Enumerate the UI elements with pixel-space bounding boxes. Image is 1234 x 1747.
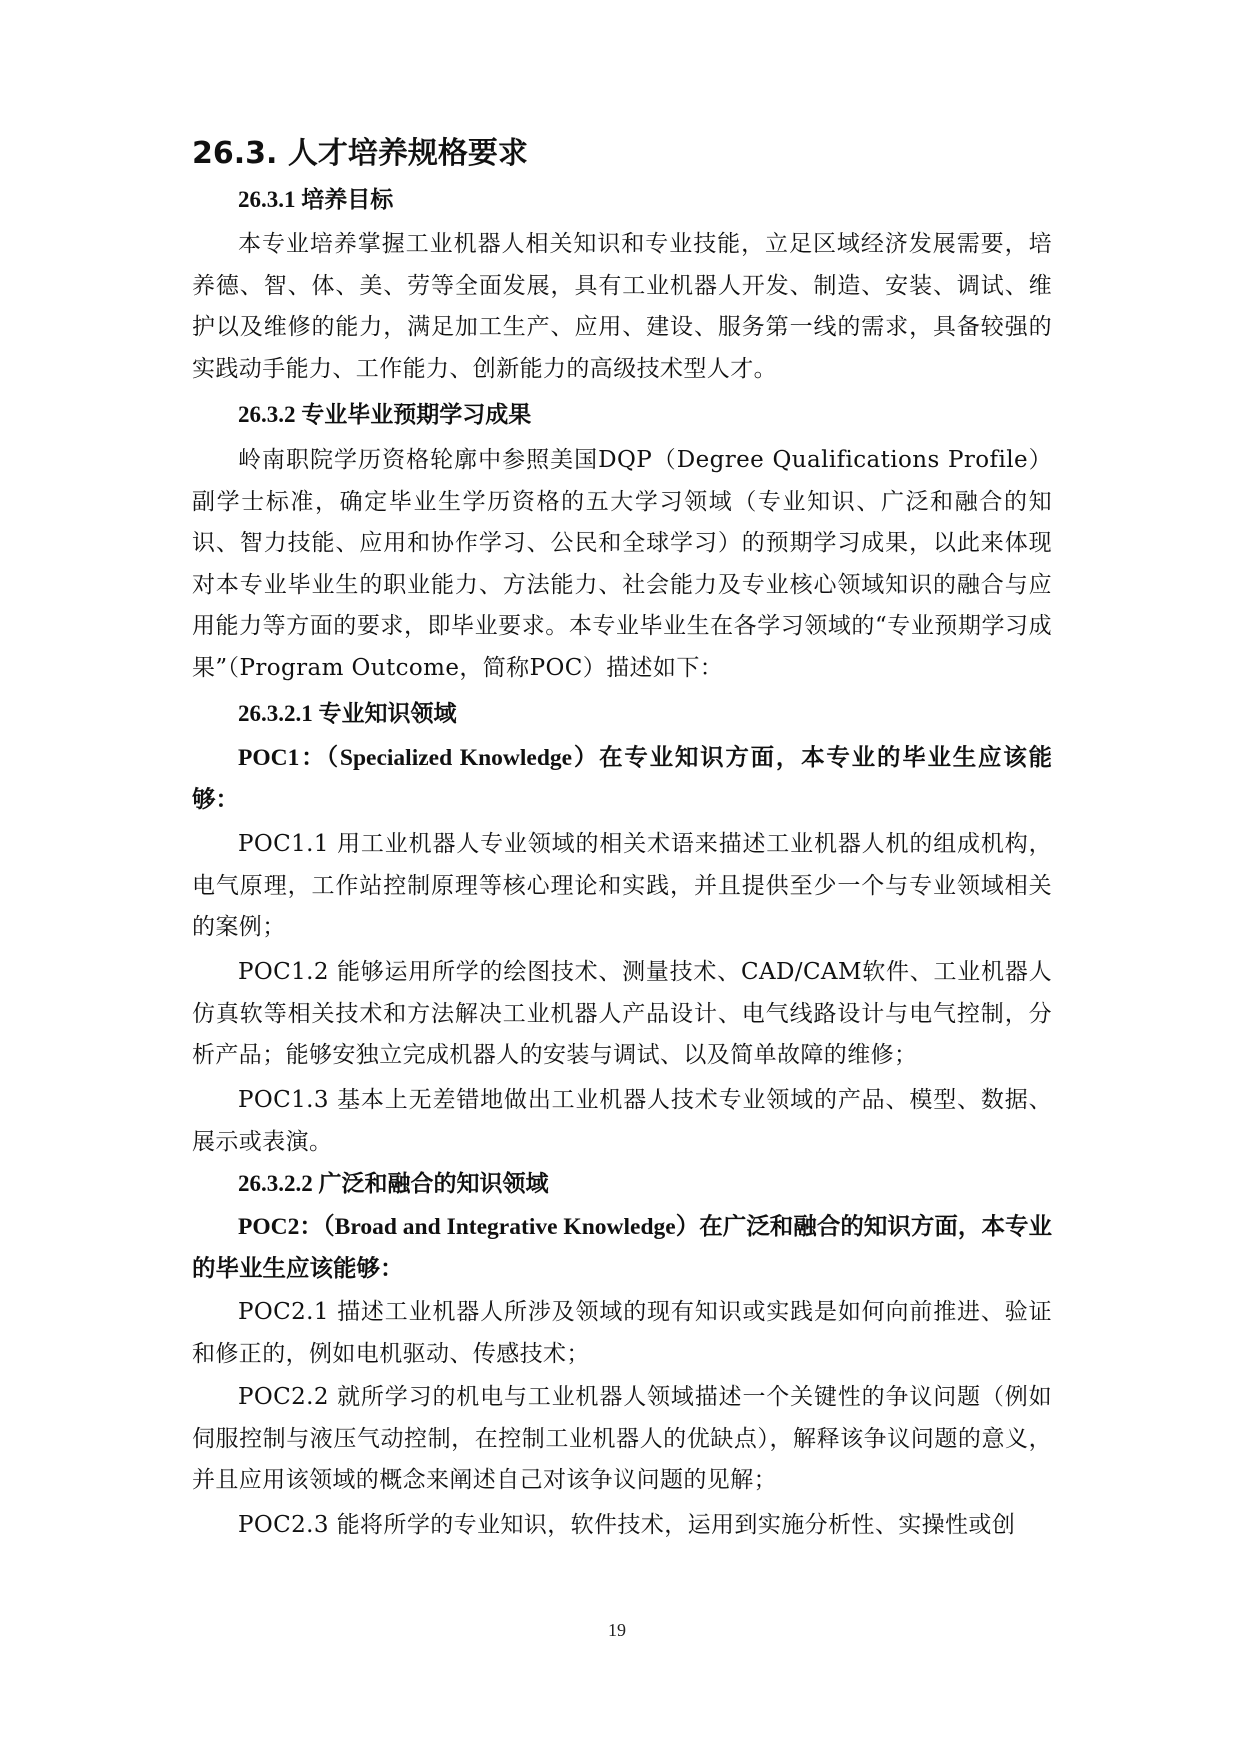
page-number: 19 (608, 1620, 626, 1640)
poc2-1: POC2.1 描述工业机器人所涉及领域的现有知识或实践是如何向前推进、验证和修正的，例如电机驱动、传感技术； (192, 1299, 1052, 1367)
poc2-3: POC2.3 能将所学的专业知识，软件技术，运用到实施分析性、实操性或创 (238, 1512, 1016, 1538)
paragraph-learning-outcomes: 岭南职院学历资格轮廓中参照美国DQP（Degree Qualifications Profile）副学士标准，确定毕业生学历资格的五大学习领域（专业知识、广泛和融合的知识、智力技能、应用和协作学习、公民和全球学习）的预期学习成果，以此来体现对本专业毕业生的职业能力、方法能力、社会能力及专业核心领域知识的融合与应用能力等方面的要求，即毕业要求。本专业毕业生在各学习领域的“专业预期学习成果”（Program Outcome，简称POC）描述如下： (192, 447, 1052, 681)
heading-specialized-knowledge: 26.3.2.1 专业知识领域 (238, 701, 457, 726)
poc1-1: POC1.1 用工业机器人专业领域的相关术语来描述工业机器人机的组成机构，电气原理，工作站控制原理等核心理论和实践，并且提供至少一个与专业领域相关的案例； (192, 831, 1052, 941)
poc1-2: POC1.2 能够运用所学的绘图技术、测量技术、CAD/CAM软件、工业机器人仿真软等相关技术和方法解决工业机器人产品设计、电气线路设计与电气控制，分析产品；能够安独立完成机器人的安装与调试、以及简单故障的维修； (192, 959, 1052, 1069)
poc2-statement: POC2：（Broad and Integrative Knowledge）在广泛和融合的知识方面，本专业的毕业生应该能够： (192, 1214, 1052, 1282)
heading-broad-knowledge: 26.3.2.2 广泛和融合的知识领域 (238, 1171, 549, 1196)
heading-learning-outcomes: 26.3.2 专业毕业预期学习成果 (238, 402, 532, 427)
section-title: 26.3. 人才培养规格要求 (192, 136, 528, 171)
poc1-3: POC1.3 基本上无差错地做出工业机器人技术专业领域的产品、模型、数据、展示或表演。 (192, 1087, 1052, 1155)
paragraph-training-goal: 本专业培养掌握工业机器人相关知识和专业技能，立足区域经济发展需要，培养德、智、体、美、劳等全面发展，具有工业机器人开发、制造、安装、调试、维护以及维修的能力，满足加工生产、应用、建设、服务第一线的需求，具备较强的实践动手能力、工作能力、创新能力的高级技术型人才。 (192, 231, 1052, 382)
poc2-2: POC2.2 就所学习的机电与工业机器人领域描述一个关键性的争议问题（例如伺服控制与液压气动控制，在控制工业机器人的优缺点），解释该争议问题的意义，并且应用该领域的概念来阐述自己对该争议问题的见解； (192, 1384, 1052, 1494)
heading-training-goal: 26.3.1 培养目标 (238, 187, 394, 212)
poc1-statement: POC1：（Specialized Knowledge）在专业知识方面，本专业的毕业生应该能够： (192, 745, 1052, 813)
